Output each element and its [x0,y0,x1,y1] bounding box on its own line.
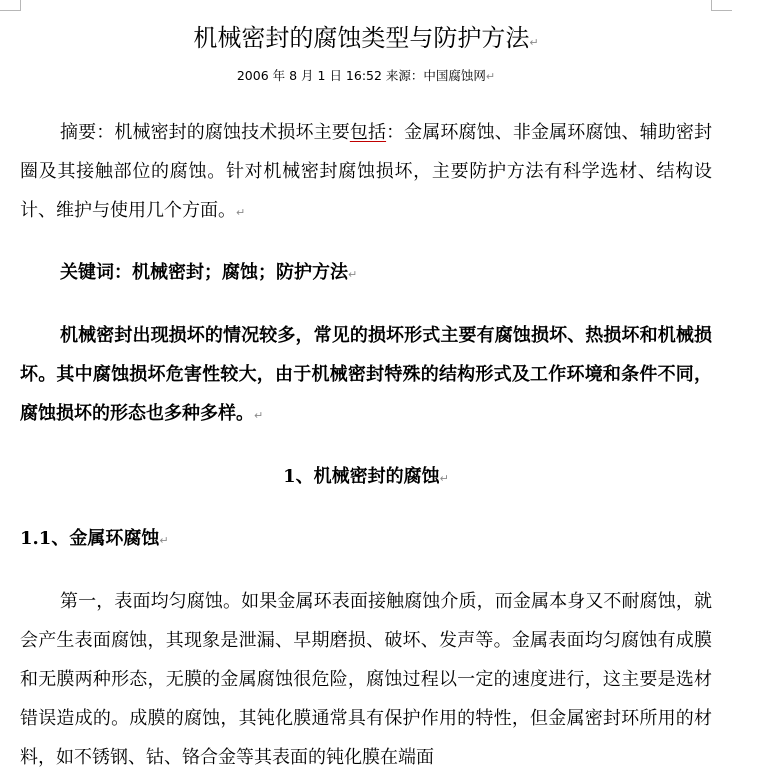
keywords-paragraph: 关键词：机械密封；腐蚀；防护方法↵ [60,262,358,283]
page-corner-mark-right [711,0,732,11]
paragraph-mark: ↵ [159,534,169,547]
article-meta: 2006 年 8 月 1 日 16:52 来源：中国腐蚀网↵ [236,68,496,83]
section-heading: 1、机械密封的腐蚀↵ [283,466,449,487]
paragraph-mark: ↵ [254,409,264,422]
intro-paragraph: 机械密封出现损坏的情况较多，常见的损坏形式主要有腐蚀损坏、热损坏和机械损坏。其中腐蚀损坏危害性较大，由于机械密封特殊的结构形式及工作环境和条件不同，腐蚀损坏的形态也多种多样。↵ [20,325,712,424]
paragraph-mark: ↵ [439,472,449,485]
page-corner-mark-left [0,0,21,11]
paragraph-mark: ↵ [485,70,496,83]
paragraph-mark: ↵ [529,36,539,49]
subsection-heading: 1.1、金属环腐蚀↵ [20,528,169,549]
paragraph-mark: ↵ [236,206,246,219]
body-paragraph: 第一，表面均匀腐蚀。如果金属环表面接触腐蚀介质，而金属本身又不耐腐蚀，就会产生表面腐蚀，其现象是泄漏、早期磨损、破坏、发声等。金属表面均匀腐蚀有成膜和无膜两种形态，无膜的金属腐蚀很危险，腐蚀过程以一定的速度进行，这主要是选材错误造成的。成膜的腐蚀，其钝化膜通常具有保护作用的特性，但金属密封环所用的材料，如不锈钢、钴、铬合金等其表面的钝化膜在端面 [20,591,712,768]
abstract-paragraph: 摘要：机械密封的腐蚀技术损坏主要包括：金属环腐蚀、非金属环腐蚀、辅助密封圈及其接触部位的腐蚀。针对机械密封腐蚀损坏，主要防护方法有科学选材、结构设计、维护与使用几个方面。↵ [20,122,713,221]
article-title: 机械密封的腐蚀类型与防护方法↵ [193,24,539,52]
paragraph-mark: ↵ [348,268,358,281]
spellcheck-underlined-word: 包括 [349,122,387,143]
